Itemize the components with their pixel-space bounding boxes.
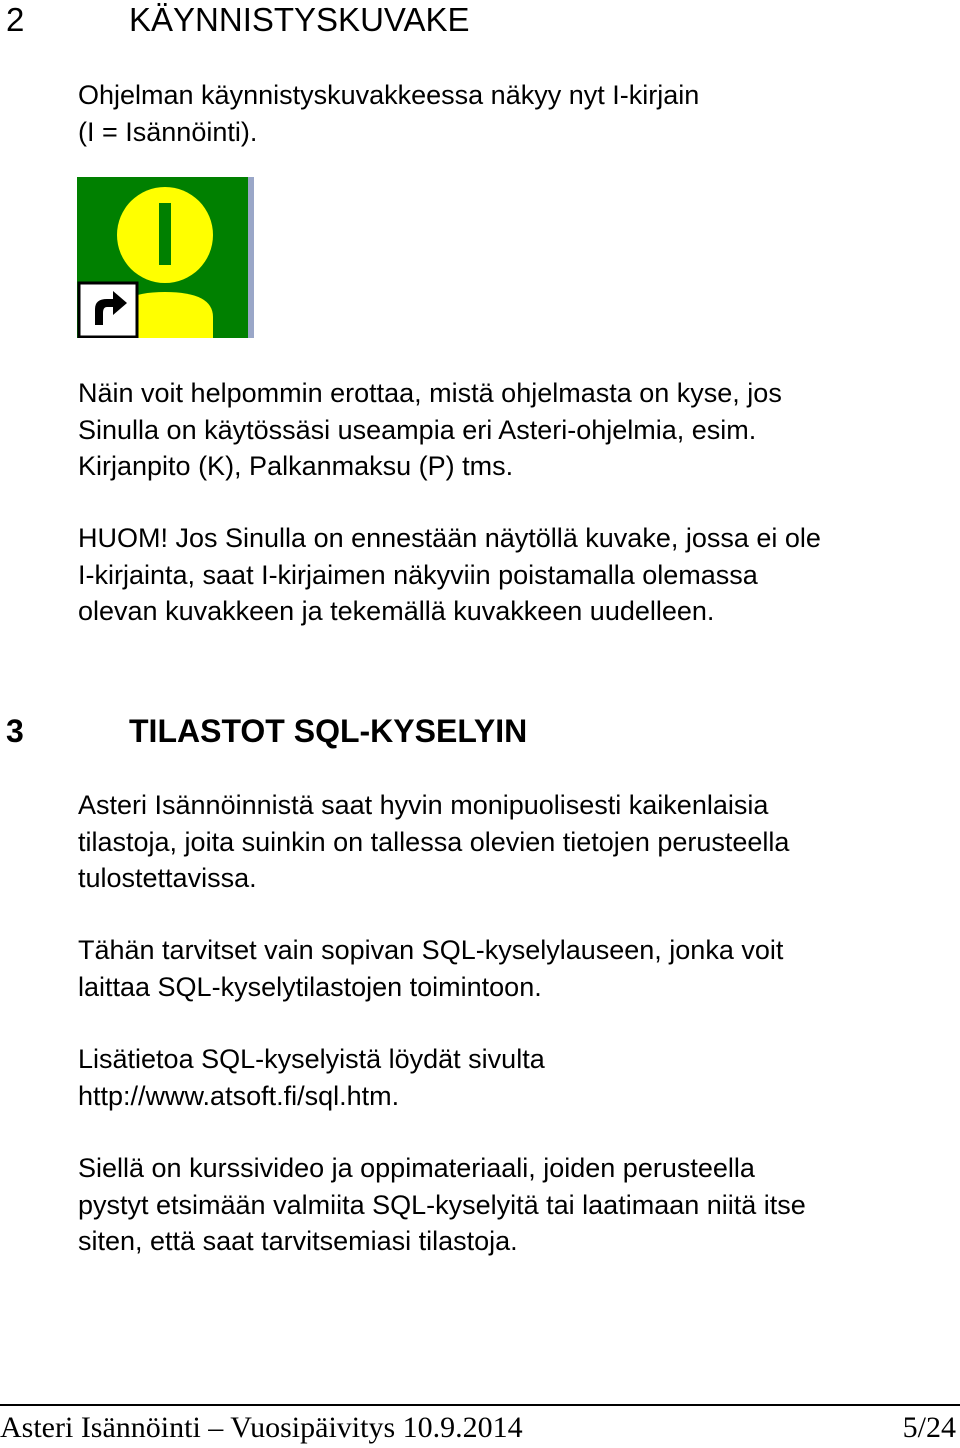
section-3-heading: [6, 711, 527, 751]
note-lead: HUOM!: [78, 523, 168, 553]
section-3-paragraph-3: Lisätietoa SQL-kyselyistä löydät sivulta http://www.atsoft.fi/sql.htm.: [78, 1044, 545, 1111]
section-2-title: KÄYNNISTYSKUVAKE: [129, 1, 470, 38]
section-2-heading: [6, 0, 470, 40]
footer-divider: [0, 1404, 960, 1406]
section-3-paragraph-4: Siellä on kurssivideo ja oppimateriaali, joiden perusteella pystyt etsimään valmiita SQL-kyselyitä tai laatimaan niitä itse siten, että saat tarvitsemiasi tilastoja.: [78, 1153, 806, 1256]
letter-i-glyph: [159, 203, 171, 265]
section-3-paragraph-1: Asteri Isännöinnistä saat hyvin monipuolisesti kaikenlaisia tilastoja, joita suinkin on tallessa olevien tietojen perusteella tulostettavissa.: [78, 790, 790, 893]
footer-document-title: Asteri Isännöinti – Vuosipäivitys 10.9.2014: [0, 1411, 523, 1444]
page-footer: [0, 1408, 956, 1448]
section-2-number: 2: [6, 1, 25, 38]
section-2-paragraph-2: Näin voit helpommin erottaa, mistä ohjelmasta on kyse, jos Sinulla on käytössäsi useampia eri Asteri-ohjelmia, esim. Kirjanpito (K), Palkanmaksu (P) tms.: [78, 378, 782, 481]
section-3-title: TILASTOT SQL-KYSELYIN: [129, 713, 528, 749]
isannointi-app-icon: [77, 177, 254, 338]
isannointi-app-icon-graphic: [77, 177, 254, 338]
footer-page-number: 5/24: [902, 1411, 956, 1444]
note-text: Jos Sinulla on ennestään näytöllä kuvake, jossa ei ole I-kirjainta, saat I-kirjaimen näkyviin poistamalla olemassa olevan kuvakkeen ja tekemällä kuvakkeen uudelleen.: [78, 523, 821, 626]
section-3-paragraph-2: Tähän tarvitset vain sopivan SQL-kyselylauseen, jonka voit laittaa SQL-kyselytilastojen toimintoon.: [78, 935, 784, 1002]
section-2-note: [78, 520, 948, 630]
section-3-number: 3: [6, 713, 24, 749]
icon-edge: [248, 177, 254, 338]
shortcut-arrow-icon: [79, 283, 137, 337]
section-2-paragraph-1: Ohjelman käynnistyskuvakkeessa näkyy nyt I-kirjain (I = Isännöinti).: [78, 80, 700, 147]
